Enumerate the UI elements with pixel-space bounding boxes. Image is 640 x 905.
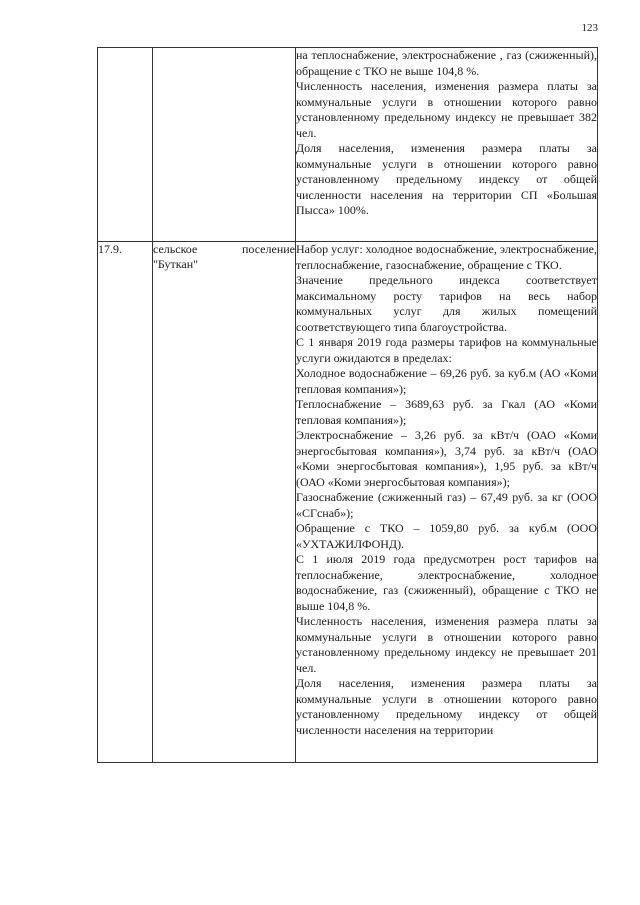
settlement-name [153, 48, 296, 242]
table-row [98, 48, 598, 242]
paragraph: С 1 июля 2019 года предусмотрен рост тарифов на теплоснабжение, электроснабжение, холодное водоснабжение, газ (сжиженный), обращение с ТКО не выше 104,8 %. [296, 552, 597, 613]
paragraph: Газоснабжение (сжиженный газ) – 67,49 руб. за кг (ООО «СГснаб»); [296, 490, 597, 520]
paragraph: Набор услуг: холодное водоснабжение, электроснабжение, теплоснабжение, газоснабжение, обращение с ТКО. [296, 242, 597, 272]
paragraph: Холодное водоснабжение – 69,26 руб. за куб.м (АО «Коми тепловая компания»); [296, 366, 597, 396]
paragraph: С 1 января 2019 года размеры тарифов на коммунальные услуги ожидаются в пределах: [296, 335, 597, 365]
paragraph: Численность населения, изменения размера платы за коммунальные услуги в отношении которого равно установленному предельному индексу не превышает 382 чел. [296, 79, 597, 140]
paragraph: Доля населения, изменения размера платы за коммунальные услуги в отношении которого равно установленному предельному индексу от общей численности населения на территории СП «Большая Пысса» 100%. [296, 141, 597, 217]
settlement-name-word: сельское [153, 242, 198, 256]
row-description [296, 242, 598, 763]
paragraph: Значение предельного индекса соответствует максимальному росту тарифов на весь набор коммунальных услуг для жилых помещений соответствующего типа благоустройства. [296, 273, 597, 334]
paragraph: Теплоснабжение – 3689,63 руб. за Гкал (АО «Коми тепловая компания»); [296, 397, 597, 427]
row-number: 17.9. [98, 242, 153, 763]
paragraph: на теплоснабжение, электроснабжение , газ (сжиженный), обращение с ТКО не выше 104,8 %. [296, 48, 597, 78]
settlement-name-line: "Буткан" [153, 257, 199, 271]
row-number [98, 48, 153, 242]
row-description [296, 48, 598, 242]
settlement-name [153, 242, 296, 763]
page-number: 123 [581, 22, 598, 34]
paragraph: Доля населения, изменения размера платы за коммунальные услуги в отношении которого равно установленному предельному индексу от общей численности населения на территории [296, 676, 597, 737]
paragraph: Электроснабжение – 3,26 руб. за кВт/ч (ОАО «Коми энергосбытовая компания»), 3,74 руб. за кВт/ч (ОАО «Коми энергосбытовая компания»), 1,95 руб. за кВт/ч (ОАО «Коми энергосбытовая компания»); [296, 428, 597, 489]
settlement-name-word: поселение [241, 242, 295, 256]
paragraph: Обращение с ТКО – 1059,80 руб. за куб.м (ООО «УХТАЖИЛФОНД). [296, 521, 597, 551]
tariff-table [97, 47, 598, 763]
paragraph: Численность населения, изменения размера платы за коммунальные услуги в отношении которого равно установленному предельному индексу не превышает 201 чел. [296, 614, 597, 675]
table-row [98, 242, 598, 763]
